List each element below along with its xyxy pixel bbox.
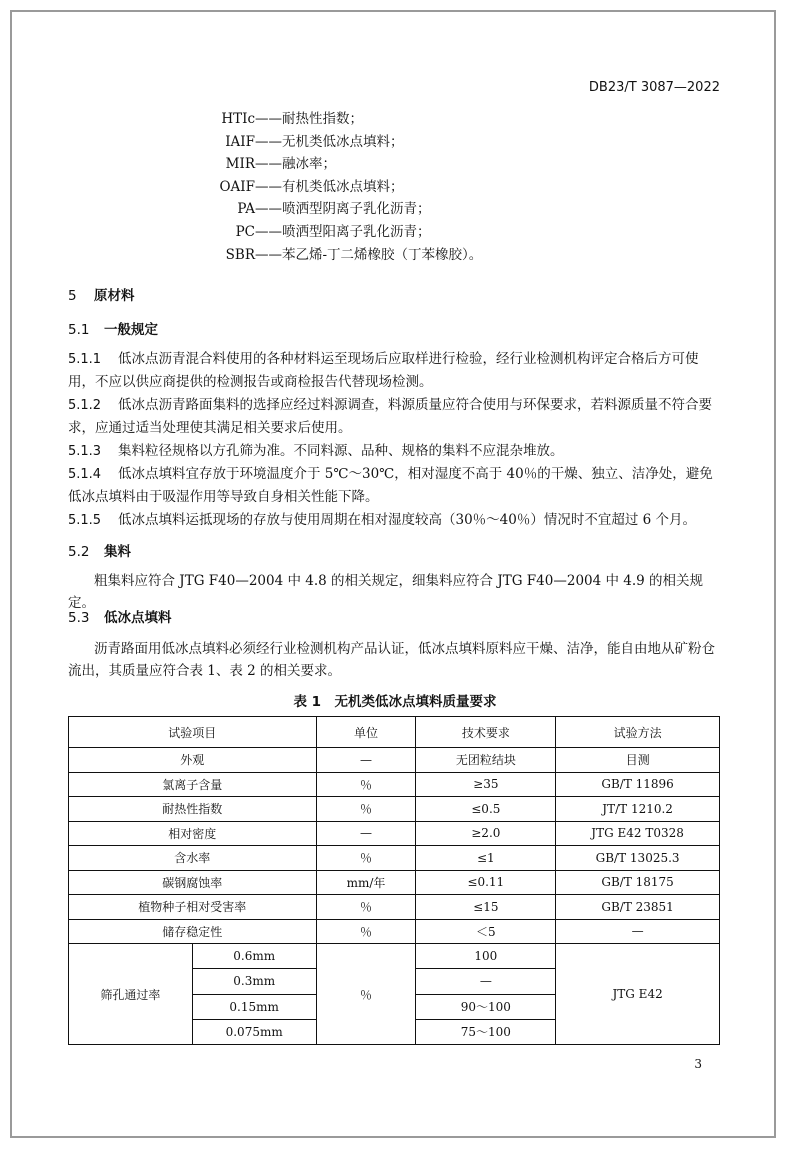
table-row-sieve (69, 944, 720, 969)
clause-number: 5.1.4 (68, 467, 102, 483)
clause-5-1-4 (68, 463, 720, 509)
table-row (69, 895, 720, 920)
table-row (69, 821, 720, 846)
table-cell: 目测 (556, 748, 720, 773)
clause-5-1-5 (68, 509, 720, 532)
table-cell: ≤1 (416, 846, 556, 871)
abbreviation-item (0, 221, 790, 244)
table-cell: 耐热性指数 (69, 797, 317, 822)
abbreviation-item (0, 153, 790, 176)
table-cell: GB/T 11896 (556, 772, 720, 797)
clause-text: 低冰点填料宜存放于环境温度介于 5℃～30℃，相对湿度不高于 40％的干燥、独立、洁净处，避免低冰点填料由于吸湿作用等导致自身相关性能下降。 (68, 466, 713, 506)
table-cell: ％ (316, 895, 416, 920)
sieve-requirement-cell: 100 (416, 944, 556, 969)
section-heading-5 (68, 284, 135, 304)
table-cell: 氯离子含量 (69, 772, 317, 797)
table-cell: — (316, 748, 416, 773)
table-cell: GB/T 23851 (556, 895, 720, 920)
column-header: 技术要求 (416, 717, 556, 748)
clause-5-1-1 (68, 348, 720, 394)
table-cell: 碳钢腐蚀率 (69, 870, 317, 895)
abbreviation-item (0, 176, 790, 199)
table-title: 表 1 无机类低冰点填料质量要求 (293, 694, 497, 710)
abbreviation-term: OAIF (219, 178, 255, 195)
table-cell: ≥35 (416, 772, 556, 797)
abbreviation-term: MIR (225, 156, 255, 173)
general-clauses (68, 348, 720, 532)
table-cell: 含水率 (69, 846, 317, 871)
clause-text: 集料粒径规格以方孔筛为准。不同料源、品种、规格的集料不应混杂堆放。 (118, 442, 564, 459)
abbreviation-item (0, 244, 790, 267)
sieve-size-cell: 0.3mm (192, 969, 316, 994)
abbreviation-definition: ——有机类低冰点填料； (255, 178, 404, 195)
section-number: 5.3 (68, 610, 90, 626)
table-cell: GB/T 13025.3 (556, 846, 720, 871)
sieve-method-cell: JTG E42 (556, 944, 720, 1045)
abbreviation-item (0, 198, 790, 221)
clause-number: 5.1.5 (68, 512, 102, 528)
quality-requirements-table (68, 716, 720, 1045)
table-row (69, 748, 720, 773)
table-cell: 无团粒结块 (416, 748, 556, 773)
table-cell: mm/年 (316, 870, 416, 895)
abbreviation-item (0, 108, 790, 131)
column-header: 试验项目 (69, 717, 317, 748)
clause-5-1-2 (68, 394, 720, 440)
section-heading-5-3 (68, 606, 172, 626)
sieve-size-cell: 0.6mm (192, 944, 316, 969)
section-heading-5-1 (68, 318, 158, 338)
section-number: 5.2 (68, 544, 90, 560)
table-row (69, 846, 720, 871)
table-cell: ≤15 (416, 895, 556, 920)
clause-text: 低冰点沥青路面集料的选择应经过料源调查，料源质量应符合使用与环保要求，若料源质量不符合要求，应通过适当处理使其满足相关要求后使用。 (68, 396, 712, 437)
abbreviation-term: PA (237, 201, 255, 218)
clause-5-1-3 (68, 440, 720, 463)
clause-number: 5.1.1 (68, 352, 102, 367)
section-title: 集料 (104, 544, 131, 560)
table-header-row (69, 717, 720, 748)
table-row (69, 870, 720, 895)
abbreviation-definition: ——融冰率； (255, 156, 336, 173)
abbreviation-definition: ——苯乙烯-丁二烯橡胶（丁苯橡胶）。 (255, 246, 483, 263)
abbreviation-term: HTIc (221, 111, 255, 127)
sieve-size-cell: 0.075mm (192, 1019, 316, 1044)
table-cell: ％ (316, 846, 416, 871)
clause-number: 5.1.2 (68, 397, 102, 413)
sieve-requirement-cell: — (416, 969, 556, 994)
clause-text: 低冰点填料运抵现场的存放与使用周期在相对湿度较高（30％～40％）情况时不宜超过 6 个月。 (118, 511, 697, 528)
table-cell: 相对密度 (69, 821, 317, 846)
table-cell: 储存稳定性 (69, 919, 317, 944)
table-cell: 植物种子相对受害率 (69, 895, 317, 920)
abbreviation-item (0, 131, 790, 154)
table-row (69, 919, 720, 944)
abbreviation-term: PC (235, 223, 255, 240)
column-header: 单位 (316, 717, 416, 748)
column-header: 试验方法 (556, 717, 720, 748)
clause-number: 5.1.3 (68, 443, 102, 459)
table-cell: ％ (316, 919, 416, 944)
table-cell: — (556, 919, 720, 944)
abbreviation-definition: ——喷洒型阴离子乳化沥青； (255, 201, 431, 218)
table-cell: JTG E42 T0328 (556, 821, 720, 846)
document-code: DB23/T 3087—2022 (588, 80, 720, 95)
abbreviation-term: IAIF (225, 133, 255, 150)
table-row (69, 772, 720, 797)
sieve-requirement-cell: 75～100 (416, 1019, 556, 1044)
sieve-label-cell: 筛孔通过率 (69, 944, 193, 1045)
section-title: 一般规定 (104, 322, 158, 338)
section-title: 原材料 (94, 288, 135, 304)
table-cell: JT/T 1210.2 (556, 797, 720, 822)
sieve-unit-cell: ％ (316, 944, 416, 1045)
table-cell: ％ (316, 797, 416, 822)
section-number: 5 (68, 288, 77, 304)
clause-text: 低冰点沥青混合料使用的各种材料运至现场后应取样进行检验，经行业检测机构评定合格后方可使用，不应以供应商提供的检测报告或商检报告代替现场检测。 (68, 351, 699, 391)
table-cell: ≤0.5 (416, 797, 556, 822)
table-cell: ≤0.11 (416, 870, 556, 895)
abbreviation-term: SBR (225, 246, 255, 263)
section-heading-5-2 (68, 540, 131, 560)
table-row (69, 797, 720, 822)
table-cell: ＜5 (416, 919, 556, 944)
abbreviation-definition: ——耐热性指数； (255, 111, 363, 127)
section-number: 5.1 (68, 322, 90, 338)
table-cell: 外观 (69, 748, 317, 773)
table-cell: — (316, 821, 416, 846)
sieve-size-cell: 0.15mm (192, 994, 316, 1019)
table-cell: GB/T 18175 (556, 870, 720, 895)
page-number: 3 (694, 1057, 702, 1071)
abbreviation-definition: ——喷洒型阳离子乳化沥青； (255, 223, 431, 240)
section-title: 低冰点填料 (104, 610, 172, 626)
sieve-requirement-cell: 90～100 (416, 994, 556, 1019)
abbreviation-list (0, 108, 790, 266)
filler-paragraph: 沥青路面用低冰点填料必须经行业检测机构产品认证，低冰点填料原料应干燥、洁净，能自由地从矿粉仓流出，其质量应符合表 1、表 2 的相关要求。 (68, 641, 715, 680)
table-cell: ≥2.0 (416, 821, 556, 846)
abbreviation-definition: ——无机类低冰点填料； (255, 133, 404, 150)
aggregate-paragraph: 粗集料应符合 JTG F40—2004 中 4.8 的相关规定，细集料应符合 JTG F40—2004 中 4.9 的相关规定。 (68, 573, 704, 612)
table-cell: ％ (316, 772, 416, 797)
